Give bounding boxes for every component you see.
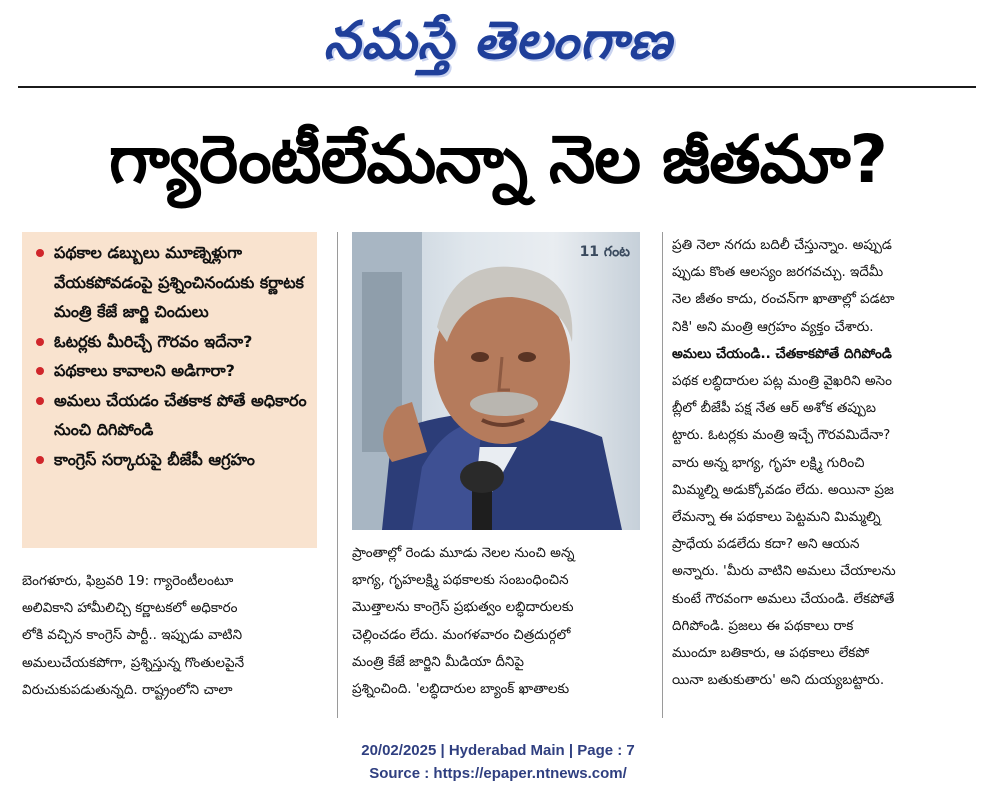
article-line: అమలుచేయకపోగా, ప్రశ్నిస్తున్న గొంతులపైనే	[22, 654, 245, 671]
article-line: బ్లీలో బీజేపీ పక్ష నేత ఆర్ అశోక తప్పుబ	[672, 400, 876, 417]
article-line: పథక లబ్ధిదారుల పట్ల మంత్రి వైఖరిని అసెం	[672, 373, 893, 390]
article-line: మొత్తాలను కాంగ్రెస్ ప్రభుత్వం లబ్ధిదారులకు	[352, 599, 574, 616]
article-subheading: అమలు చేయండి.. చేతకాకపోతే దిగిపోండి	[672, 345, 892, 362]
article-line: కుంటే గౌరవంగా అమలు చేయండి. లేకపోతే	[672, 590, 895, 607]
article-line: దిగిపోండి. ప్రజలు ఈ పథకాలు రాక	[672, 617, 854, 634]
article-line: భాగ్య, గృహలక్ష్మి పథకాలకు సంబంధించిన	[352, 572, 569, 589]
article-line: ప్రాధేయ పడలేదు కదా? అని ఆయన	[672, 536, 860, 553]
portrait-illustration	[352, 232, 640, 530]
footer-source: Source : https://epaper.ntnews.com/	[369, 765, 627, 782]
article-line: ముందూ బతికారు, ఆ పథకాలు లేకపో	[672, 645, 870, 662]
article-line: లేమన్నా ఈ పథకాలు పెట్టమని మిమ్మల్ని	[672, 509, 881, 526]
article-column-3	[672, 232, 974, 694]
article-line: మంత్రి కేజే జార్జిని మీడియా దీనిపై	[352, 653, 524, 670]
photo-background-sign: 11 గంట	[579, 244, 630, 260]
article-line: యినా బతుకుతారు' అని దుయ్యబట్టారు.	[672, 672, 885, 689]
highlight-item: కాంగ్రెస్ సర్కారుపై బీజేపీ ఆగ్రహం	[32, 445, 311, 475]
article-line: చెల్లించడం లేదు. మంగళవారం చిత్రదుర్గలో	[352, 626, 571, 643]
masthead	[0, 6, 996, 76]
highlights-box	[22, 232, 317, 548]
article-column-2	[352, 540, 654, 703]
highlight-item: ఓటర్లకు మీరిచ్చే గౌరవం ఇదేనా?	[32, 327, 311, 357]
highlight-item: పథకాలు కావాలని అడిగారా?	[32, 356, 311, 386]
article-line: లోకి వచ్చిన కాంగ్రెస్ పార్టీ.. ఇప్పుడు వాటిని	[22, 627, 243, 644]
highlight-item: అమలు చేయడం చేతకాక పోతే అధికారం నుంచి దిగిపోండి	[32, 386, 311, 445]
article-line: ప్రశ్నించింది. 'లబ్ధిదారుల బ్యాంక్ ఖాతాలకు	[352, 681, 570, 698]
article-line: వారు అన్న భాగ్య, గృహ లక్ష్మి గురించి	[672, 454, 865, 471]
article-line: ప్రాంతాల్లో రెండు మూడు నెలల నుంచి అన్న	[352, 545, 575, 561]
article-line: నెల జీతం కాదు, రంచన్‌గా ఖాతాల్లో పడటా	[672, 291, 895, 308]
masthead-title: నమస్తే తెలంగాణ	[323, 11, 673, 71]
article-line: ప్పుడు కొంత ఆలస్యం జరగవచ్చు. ఇదేమీ	[672, 264, 884, 281]
article-line: నికి' అని మంత్రి ఆగ్రహం వ్యక్తం చేశారు.	[672, 318, 874, 335]
news-photo	[352, 232, 640, 530]
article-line: ప్రతి నెలా నగదు బదిలీ చేస్తున్నాం. అప్పుడ	[672, 237, 892, 253]
article-line: ట్టారు. ఓటర్లకు మంత్రి ఇచ్చే గౌరవమిదేనా?	[672, 427, 891, 444]
column-divider	[662, 232, 663, 718]
highlight-item: పథకాల డబ్బులు మూణ్నెళ్లుగా వేయకపోవడంపై ప్రశ్నించినందుకు కర్ణాటక మంత్రి కేజే జార్జి చిందులు	[32, 238, 311, 327]
footer-edition-info: 20/02/2025 | Hyderabad Main | Page : 7	[361, 742, 635, 759]
article-line: బెంగళూరు, ఫిబ్రవరి 19: గ్యారెంటీలంటూ	[22, 573, 234, 589]
headline: గ్యారెంటీలేమన్నా నెల జీతమా?	[109, 121, 887, 198]
article-line: అన్నారు. 'మీరు వాటిని అమలు చేయాలను	[672, 563, 896, 580]
masthead-rule	[18, 86, 976, 88]
article-line: విరుచుకుపడుతున్నది. రాష్ట్రంలోని చాలా	[22, 681, 233, 698]
article-line: మిమ్మల్ని అడుక్కోవడం లేదు. అయినా ప్రజ	[672, 481, 894, 498]
article-line: అలివికాని హామీలిచ్చి కర్ణాటకలో అధికారం	[22, 600, 238, 617]
column-divider	[337, 232, 338, 718]
article-column-1	[22, 568, 326, 704]
